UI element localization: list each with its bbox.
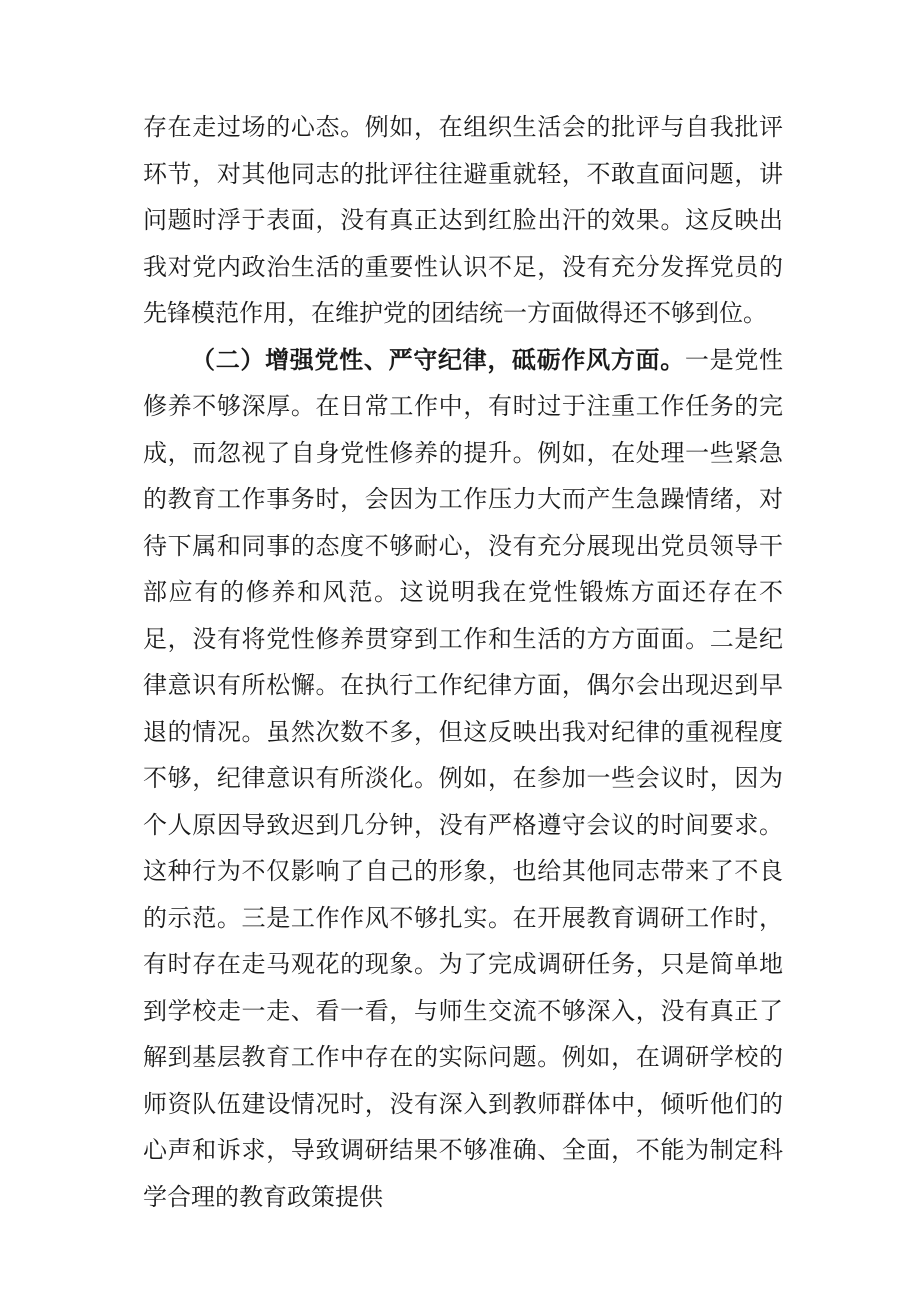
paragraph-continuation: 存在走过场的心态。例如，在组织生活会的批评与自我批评环节，对其他同志的批评往往避重就轻，不敢直面问题，讲问题时浮于表面，没有真正达到红脸出汗的效果。这反映出我对党内政治生活的重要性认识不足，没有充分发挥党员的先锋模范作用，在维护党的团结统一方面做得还不够到位。: [143, 113, 783, 327]
section-heading: （二）增强党性、严守纪律，砥砺作风方面。: [191, 345, 685, 374]
section-body: 一是党性修养不够深厚。在日常工作中，有时过于注重工作任务的完成，而忽视了自身党性修养的提升。例如，在处理一些紧急的教育工作事务时，会因为工作压力大而产生急躁情绪，对待下属和同事的态度不够耐心，没有充分展现出党员领导干部应有的修养和风范。这说明我在党性锻炼方面还存在不足，没有将党性修养贯穿到工作和生活的方方面面。二是纪律意识有所松懈。在执行工作纪律方面，偶尔会出现迟到早退的情况。虽然次数不多，但这反映出我对纪律的重视程度不够，纪律意识有所淡化。例如，在参加一些会议时，因为个人原因导致迟到几分钟，没有严格遵守会议的时间要求。这种行为不仅影响了自己的形象，也给其他同志带来了不良的示范。三是工作作风不够扎实。在开展教育调研工作时，有时存在走马观花的现象。为了完成调研任务，只是简单地到学校走一走、看一看，与师生交流不够深入，没有真正了解到基层教育工作中存在的实际问题。例如，在调研学校的师资队伍建设情况时，没有深入到教师群体中，倾听他们的心声和诉求，导致调研结果不够准确、全面，不能为制定科学合理的教育政策提供: [143, 345, 784, 1211]
paragraph-section-two: [143, 337, 783, 1221]
document-body: [143, 104, 783, 1220]
